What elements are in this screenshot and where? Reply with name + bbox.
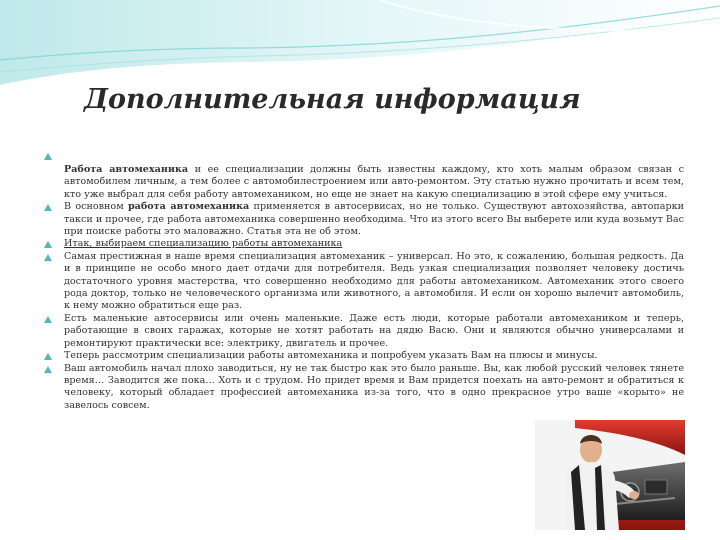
bullet-list [44, 150, 684, 412]
bullet-icon [44, 204, 52, 211]
paragraph-text: Самая престижная в наше время специализация автомеханик – универсал. Но это, к сожалению, большая редкость. Да и в принципе не особо много дает отдачи для потребителя. Ведь узкая специализация позволяет человеку достичь достаточного уровня мастерства, что совершенно необходимо для работы автомехаником. Автомеханик этого своего рода доктор, только не человеческого организма или животного, а автомобиля. И если он хорошо вылечит автомобиль, к нему можно обратиться еще раз. [64, 250, 684, 312]
mechanic-photo [535, 420, 685, 530]
paragraph-text: Теперь рассмотрим специализации работы автомеханика и попробуем указать Вам на плюсы и минусы. [64, 350, 598, 362]
paragraph-prefix: В основном [64, 201, 128, 213]
bullet-icon [44, 353, 52, 360]
paragraph-text: Итак, выбираем специализацию работы автомеханика [64, 238, 343, 250]
bullet-icon [44, 366, 52, 373]
list-item [44, 363, 684, 413]
list-item [44, 150, 684, 164]
page-title: Дополнительная информация [84, 84, 581, 115]
bullet-icon [44, 254, 52, 261]
list-item [44, 251, 684, 313]
bold-phrase: Работа автомеханика [64, 164, 189, 175]
list-item [44, 238, 684, 250]
paragraph-text: Ваш автомобиль начал плохо заводиться, ну не так быстро как это было раньше. Вы, как любой русский человек тянете время… Заводится же пока… Хоть и с трудом. Но придет время и Вам придется поехать на авто-ремонт и обратиться к человеку, который обладает профессией автомеханика из-за того, что в одно прекрасное утро ваше «корыто» не завелось совсем. [64, 362, 684, 411]
list-item [44, 313, 684, 350]
bullet-icon [44, 241, 52, 248]
paragraph-text: и ее специализации должны быть известны каждому, кто хоть малым образом связан с автомобилем личным, а тем более с автомобилестроением или авто-ремонтом. Эту статью нужно прочитать и всем тем, кто уже выбрал для себя работу автомехаником, но еще не знает на какую специализацию в этой сфере ему учиться. [64, 164, 684, 200]
list-item [44, 201, 684, 238]
bullet-icon [44, 316, 52, 323]
paragraph-text: Есть маленькие автосервисы или очень маленькие. Даже есть люди, которые работали автомехаником и теперь, работающие в своих гаражах, которые не хотят работать на дядю Васю. Они и являются обычно универсалами и ремонтируют практически все: электрику, двигатель и прочее. [64, 312, 684, 349]
decorative-banner [0, 0, 720, 95]
paragraph-text: применяется в автосервисах, но не только. Существуют автохозяйства, автопарки такси и прочее, где работа автомеханика совершенно необходима. Что из этого всего Вы выберете или куда возьмут Вас при поиске работы это маловажно. Статья эта не об этом. [64, 201, 684, 238]
bold-phrase: работа автомеханика [127, 201, 250, 213]
list-item [44, 350, 684, 362]
bullet-icon [44, 153, 52, 160]
list-item [44, 164, 684, 201]
